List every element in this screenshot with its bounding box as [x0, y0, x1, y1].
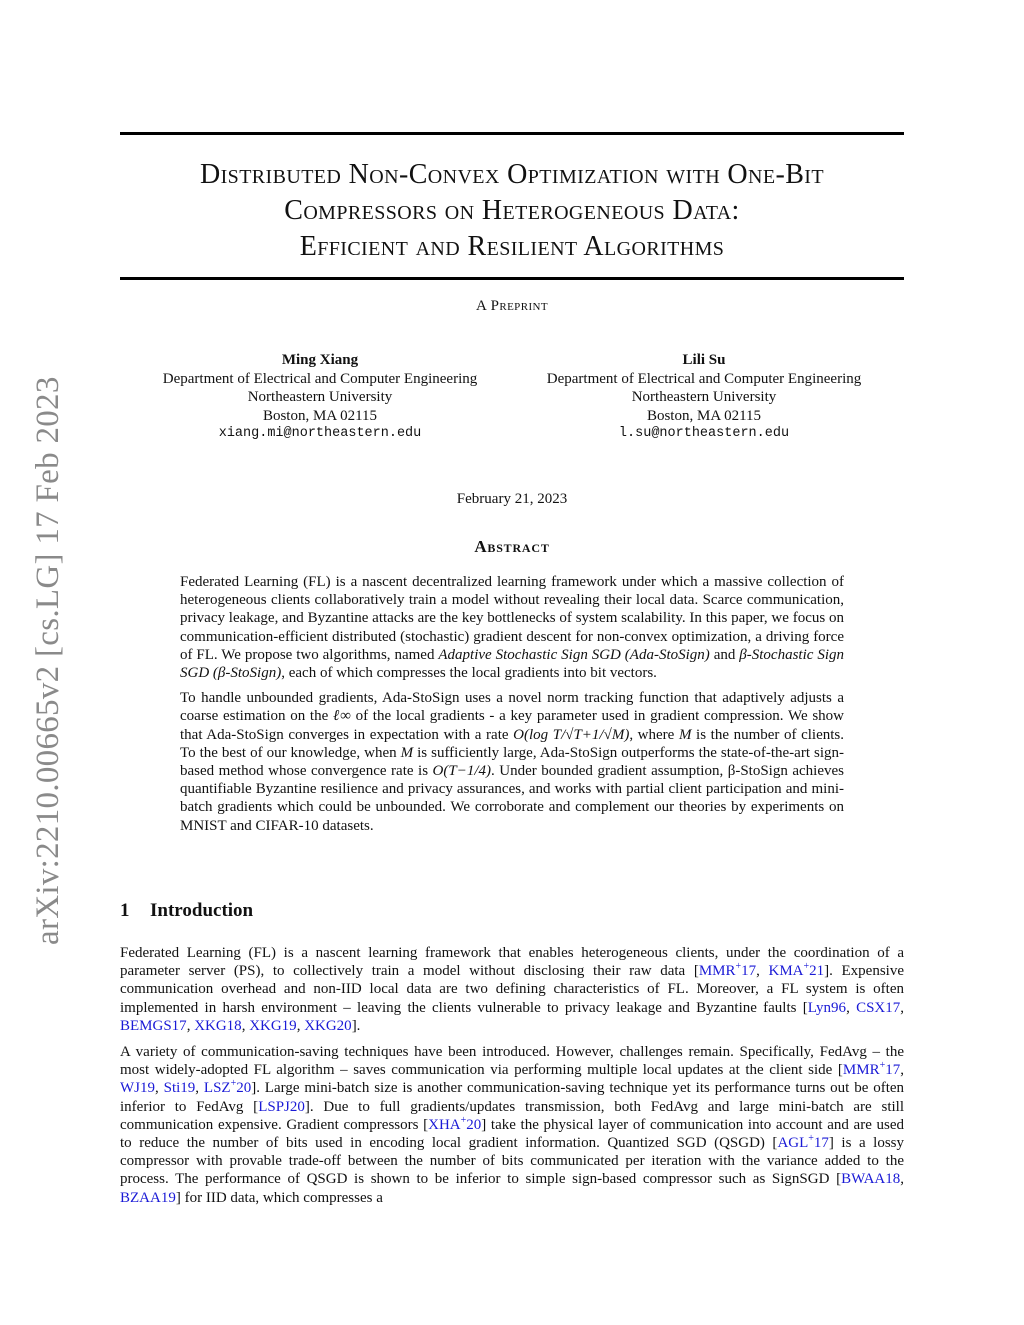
- author-university: Northeastern University: [631, 389, 777, 405]
- section-title: Introduction: [150, 900, 254, 921]
- preprint-label: A Preprint: [476, 298, 548, 314]
- abstract-body: [180, 573, 844, 842]
- intro-paragraph-1: Federated Learning (FL) is a nascent learning framework that enables heterogeneous clients, under the coordination of a parameter server (PS), to collectively train a model without disclosing their raw data [MMR+17, KMA+21]. Expensive communication overhead and non-IID local data are two defining characteristics of FL. Moreover, a FL system is often implemented in harsh environment – leaving the clients vulnerable to privacy leakage and Byzantine faults [Lyn96, CSX17, BEMGS17, XKG18, XKG19, XKG20].: [120, 945, 905, 1034]
- citation-link[interactable]: BEMGS17: [120, 1017, 187, 1034]
- citation-link[interactable]: Lyn96: [807, 999, 847, 1016]
- citation-link[interactable]: XKG18: [194, 1017, 242, 1034]
- title-rule-bottom: [120, 277, 904, 280]
- citation-link[interactable]: XKG20: [304, 1017, 352, 1034]
- author-email[interactable]: xiang.mi@northeastern.edu: [218, 426, 422, 441]
- paper-date: February 21, 2023: [456, 491, 568, 507]
- author-name: Lili Su: [682, 352, 726, 368]
- section-number: 1: [120, 900, 130, 921]
- abstract-paragraph-1: Federated Learning (FL) is a nascent decentralized learning framework under which a massive collection of heterogeneous clients collaboratively train a model without revealing their local data. Scarce communication, privacy leakage, and Byzantine attacks are the key bottlenecks of system scalability. In this paper, we focus on communication-efficient distributed (stochastic) gradient descent for non-convex optimization, a driving force of FL. We propose two algorithms, named Adaptive Stochastic Sign SGD (Ada-StoSign) and β-Stochastic Sign SGD (β-StoSign), each of which compresses the local gradients into bit vectors.: [180, 574, 844, 682]
- citation-link[interactable]: Sti19: [163, 1080, 196, 1097]
- citation-link[interactable]: XKG19: [249, 1017, 297, 1034]
- citation-link[interactable]: CSX17: [856, 999, 901, 1016]
- author-email[interactable]: l.su@northeastern.edu: [618, 426, 790, 441]
- title-line-3: Efficient and Resilient Algorithms: [299, 231, 725, 262]
- abstract-heading: Abstract: [474, 537, 550, 556]
- title-line-1: Distributed Non-Convex Optimization with One-Bit: [199, 159, 824, 190]
- arxiv-sidebar-id: arXiv:2210.00665v2 [cs.LG] 17 Feb 2023: [30, 376, 66, 945]
- citation-link[interactable]: AGL+17: [777, 1133, 829, 1152]
- section-heading-introduction: [120, 900, 253, 922]
- author-block-1: [128, 351, 512, 444]
- citation-link[interactable]: XHA+20: [428, 1114, 482, 1133]
- author-name: Ming Xiang: [281, 352, 359, 368]
- citation-link[interactable]: MMR+17: [842, 1060, 901, 1079]
- author-department: Department of Electrical and Computer Engineering: [546, 370, 862, 387]
- citation-link[interactable]: LSPJ20: [258, 1098, 305, 1115]
- author-university: Northeastern University: [247, 389, 393, 405]
- paper-title: [120, 157, 904, 265]
- title-line-2: Compressors on Heterogeneous Data:: [284, 195, 740, 226]
- citation-link[interactable]: BZAA19: [120, 1189, 176, 1206]
- author-location: Boston, MA 02115: [646, 407, 762, 424]
- abstract-paragraph-2: To handle unbounded gradients, Ada-StoSign uses a novel norm tracking function that adaptively adjusts a coarse estimation on the ℓ∞ of the local gradients - a key parameter used in gradient compression. We show that Ada-StoSign converges in expectation with a rate O(log T/√T+1/√M), where M is the number of clients. To the best of our knowledge, when M is sufficiently large, Ada-StoSign outperforms the state-of-the-art sign-based method whose convergence rate is O(T−1/4). Under bounded gradient assumption, β-StoSign achieves quantifiable Byzantine resilience and privacy assurances, and works with partial client participation and mini-batch gradients which could be unbounded. We corroborate and complement our theories by experiments on MNIST and CIFAR-10 datasets.: [180, 690, 844, 834]
- author-location: Boston, MA 02115: [262, 407, 378, 424]
- citation-link[interactable]: WJ19: [120, 1080, 155, 1097]
- citation-link[interactable]: MMR+17: [698, 961, 757, 980]
- intro-paragraph-2: A variety of communication-saving techniques have been introduced. However, challenges remain. Specifically, FedAvg – the most widely-adopted FL algorithm – saves communication via performing multiple local updates at the client side [MMR+17, WJ19, Sti19, LSZ+20]. Large mini-batch size is another communication-saving technique yet its performance turns out be often inferior to FedAvg [LSPJ20]. Due to full gradients/updates transmission, both FedAvg and large mini-batch are still communication expensive. Gradient compressors [XHA+20] take the physical layer of communication into account and are used to reduce the number of bits used in encoding local gradient information. Quantized SGD (QSGD) [AGL+17] is a lossy compressor with provable trade-off between the number of bits communicated per iteration with the variance added to the process. The performance of QSGD is shown to be inferior to simple sign-based compressor such as SignSGD [BWAA18, BZAA19] for IID data, which compresses a: [120, 1044, 905, 1206]
- author-department: Department of Electrical and Computer Engineering: [162, 370, 478, 387]
- citation-link[interactable]: BWAA18: [841, 1171, 901, 1188]
- title-rule-top: [120, 132, 904, 135]
- introduction-body: [120, 944, 904, 1215]
- author-block-2: [512, 351, 896, 444]
- citation-link[interactable]: LSZ+20: [203, 1078, 252, 1097]
- citation-link[interactable]: KMA+21: [768, 961, 825, 980]
